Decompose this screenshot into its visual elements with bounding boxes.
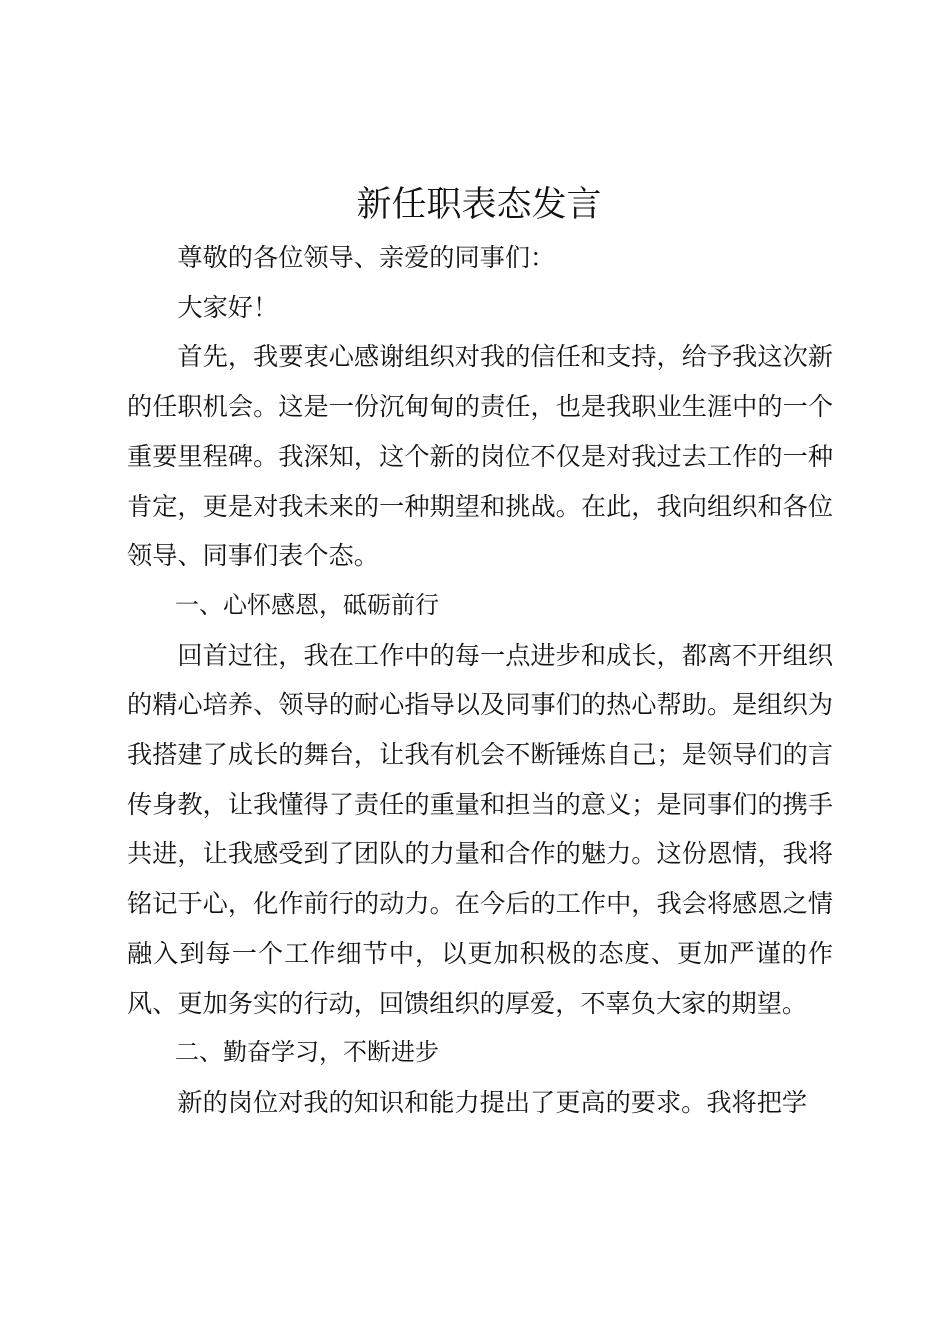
body-paragraph: 首先，我要衷心感谢组织对我的信任和支持，给予我这次新的任职机会。这是一份沉甸甸的责任，也是我职业生涯中的一个重要里程碑。我深知，这个新的岗位不仅是对我过去工作的一种肯定，更是对我未来的一种期望和挑战。在此，我向组织和各位领导、同事们表个态。 — [127, 342, 833, 571]
body-paragraph: 新的岗位对我的知识和能力提出了更高的要求。我将把学 — [177, 1087, 808, 1117]
section-heading: 二、勤奋学习，不断进步 — [175, 1038, 439, 1067]
section-heading: 一、心怀感恩，砥砺前行 — [175, 590, 439, 619]
document-body — [127, 233, 833, 1128]
greeting: 大家好！ — [177, 292, 279, 322]
document-title: 新任职表态发言 — [356, 185, 602, 225]
body-paragraph: 回首过往，我在工作中的每一点进步和成长，都离不开组织的精心培养、领导的耐心指导以及同事们的热心帮助。是组织为我搭建了成长的舞台，让我有机会不断锤炼自己；是领导们的言传身教，让我懂得了责任的重量和担当的意义；是同事们的携手共进，让我感受到了团队的力量和合作的魅力。这份恩情，我将铭记于心，化作前行的动力。在今后的工作中，我会将感恩之情融入到每一个工作细节中，以更加积极的态度、更加严谨的作风、更加务实的行动，回馈组织的厚爱，不辜负大家的期望。 — [127, 640, 833, 1018]
salutation: 尊敬的各位领导、亲爱的同事们： — [177, 243, 556, 272]
